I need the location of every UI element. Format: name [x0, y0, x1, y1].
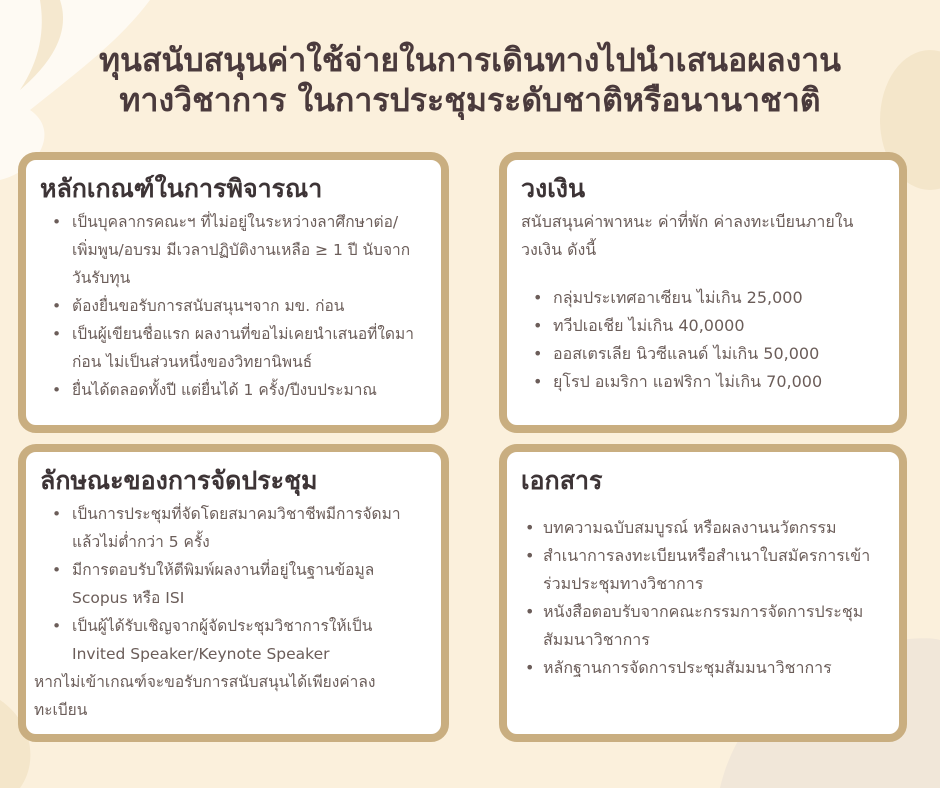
budget-heading: วงเงิน	[521, 174, 586, 203]
criteria-heading: หลักเกณฑ์ในการพิจารณา	[40, 174, 323, 203]
list-item: • เป็นผู้เขียนชื่อแรก ผลงานที่ขอไม่เคยนำเสนอที่ใดมาก่อน ไม่เป็นส่วนหนึ่งของวิทยานิพนธ์	[40, 320, 427, 376]
documents-heading: เอกสาร	[521, 466, 603, 495]
budget-card	[499, 152, 907, 433]
documents-card	[499, 444, 907, 742]
list-item: • สำเนาการลงทะเบียนหรือสำเนาใบสมัครการเข้าร่วมประชุมทางวิชาการ	[521, 542, 885, 598]
list-item: • มีการตอบรับให้ตีพิมพ์ผลงานที่อยู่ในฐานข้อมูล Scopus หรือ ISI	[40, 556, 427, 612]
documents-list	[521, 514, 885, 682]
list-item: • ทวีปเอเชีย ไม่เกิน 40,0000	[521, 312, 885, 340]
title-line-2: ทางวิชาการ ในการประชุมระดับชาติหรือนานาชาติ	[119, 81, 821, 119]
list-item: • เป็นการประชุมที่จัดโดยสมาคมวิชาชีพมีการจัดมาแล้วไม่ต่ำกว่า 5 ครั้ง	[40, 500, 427, 556]
conference-note: หากไม่เข้าเกณฑ์จะขอรับการสนับสนุนได้เพียงค่าลงทะเบียน	[34, 673, 376, 719]
list-item: • ยื่นได้ตลอดทั้งปี แต่ยื่นได้ 1 ครั้ง/ปีงบประมาณ	[40, 376, 427, 404]
conference-list	[40, 500, 427, 668]
conference-card	[18, 444, 449, 742]
budget-intro: สนับสนุนค่าพาหนะ ค่าที่พัก ค่าลงทะเบียนภายในวงเงิน ดังนี้	[521, 212, 854, 259]
list-item: • หลักฐานการจัดการประชุมสัมมนาวิชาการ	[521, 654, 885, 682]
list-item: • ยุโรป อเมริกา แอฟริกา ไม่เกิน 70,000	[521, 368, 885, 396]
budget-list	[521, 284, 885, 396]
list-item: • หนังสือตอบรับจากคณะกรรมการจัดการประชุมสัมมนาวิชาการ	[521, 598, 885, 654]
list-item: • เป็นผู้ได้รับเชิญจากผู้จัดประชุมวิชาการให้เป็น Invited Speaker/Keynote Speaker	[40, 612, 427, 668]
list-item: • ออสเตรเลีย นิวซีแลนด์ ไม่เกิน 50,000	[521, 340, 885, 368]
page-title	[0, 40, 940, 120]
title-line-1: ทุนสนับสนุนค่าใช้จ่ายในการเดินทางไปนำเสนอผลงาน	[98, 41, 842, 79]
criteria-card	[18, 152, 449, 433]
list-item: • บทความฉบับสมบูรณ์ หรือผลงานนวัตกรรม	[521, 514, 885, 542]
conference-heading: ลักษณะของการจัดประชุม	[40, 466, 318, 495]
list-item: • ต้องยื่นขอรับการสนับสนุนฯจาก มข. ก่อน	[40, 292, 427, 320]
list-item: • เป็นบุคลากรคณะฯ ที่ไม่อยู่ในระหว่างลาศึกษาต่อ/เพิ่มพูน/อบรม มีเวลาปฏิบัติงานเหลือ ≥ 1 ปี นับจากวันรับทุน	[40, 208, 427, 292]
list-item: • กลุ่มประเทศอาเซียน ไม่เกิน 25,000	[521, 284, 885, 312]
criteria-list	[40, 208, 427, 404]
